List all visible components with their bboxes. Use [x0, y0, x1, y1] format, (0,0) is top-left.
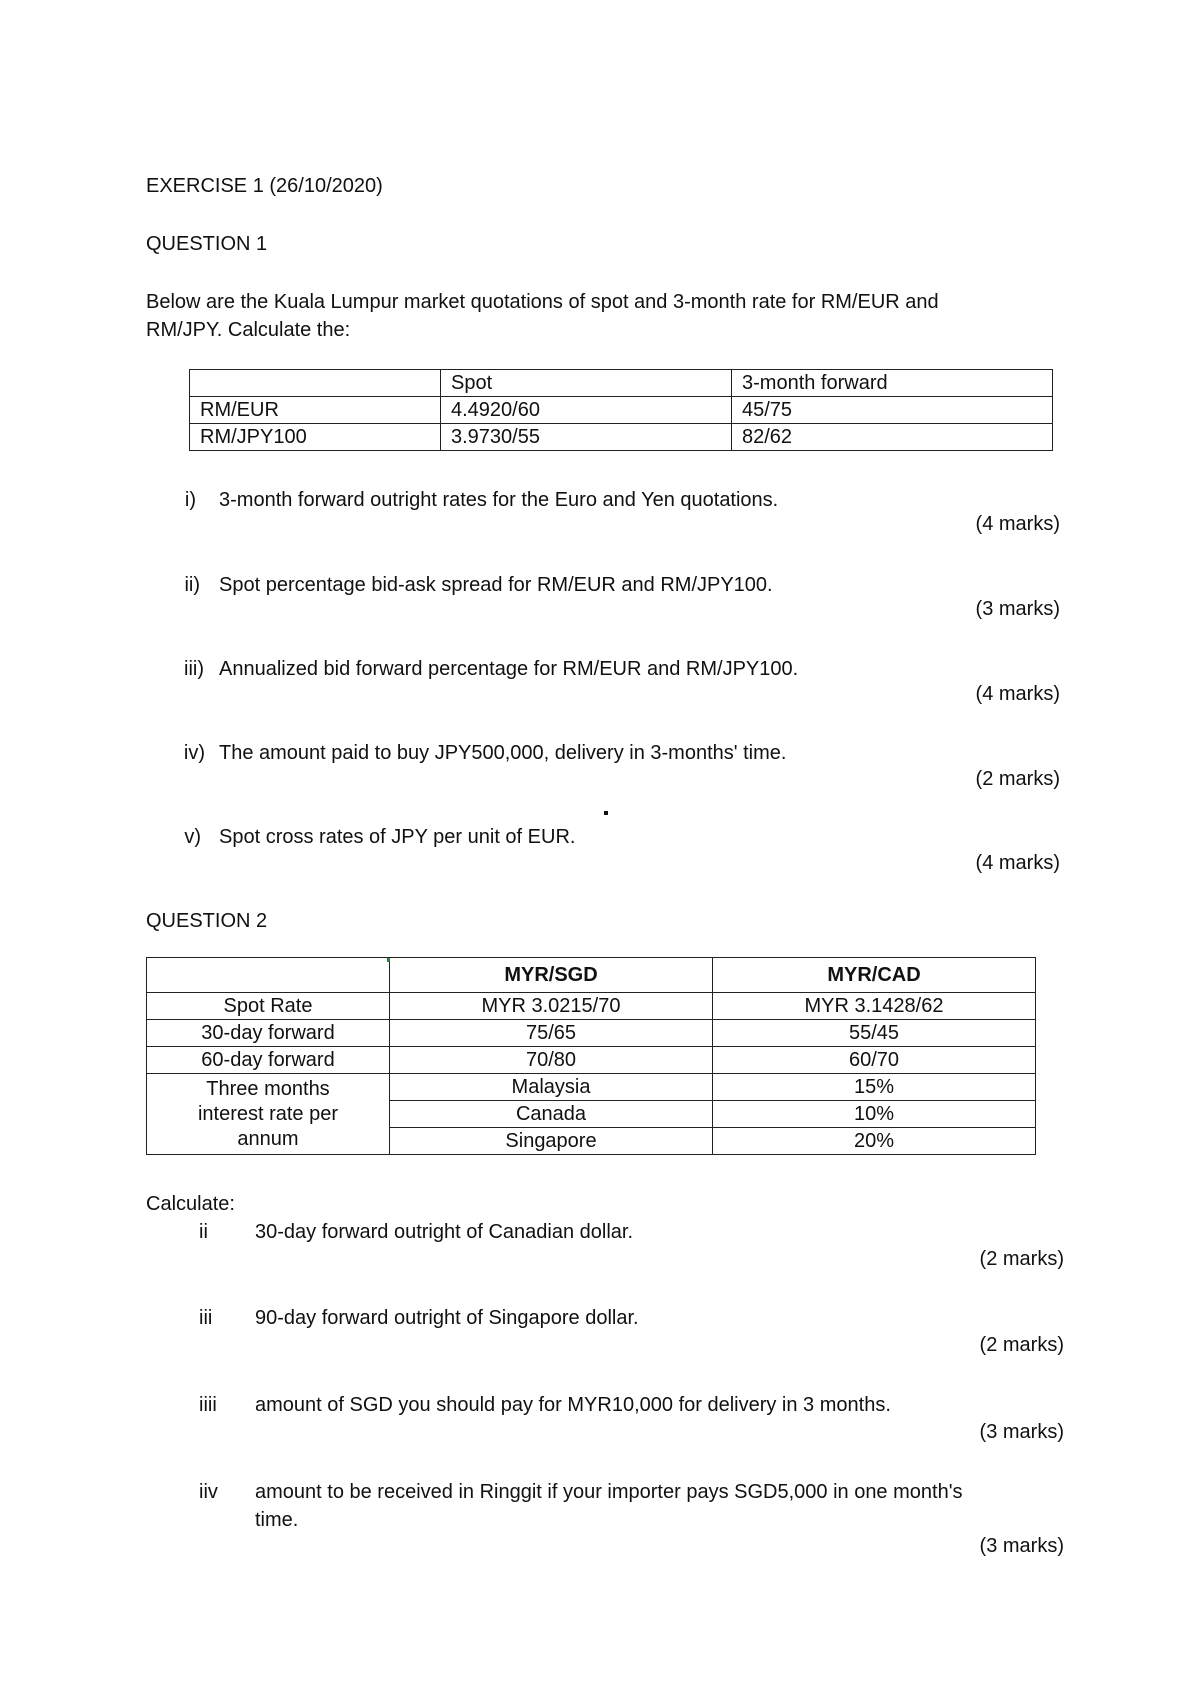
q1-item-marks: (3 marks) — [975, 598, 1060, 620]
table-row — [190, 397, 1053, 424]
question2-heading: QUESTION 2 — [146, 910, 268, 932]
interest-label-line: annum — [237, 1127, 299, 1150]
table-cell: 82/62 — [732, 424, 1053, 451]
stray-mark — [604, 811, 608, 815]
table-header-row — [147, 958, 1036, 993]
q2-item-text: amount to be received in Ringgit if your importer pays SGD5,000 in one month's — [255, 1481, 963, 1503]
table-cell: RM/JPY100 — [190, 424, 441, 451]
question1-intro-line2: RM/JPY. Calculate the: — [146, 319, 351, 341]
table-cell: RM/EUR — [190, 397, 441, 424]
table-cell: 15% — [713, 1074, 1036, 1101]
q1-item-text: 3-month forward outright rates for the Euro and Yen quotations. — [219, 489, 779, 511]
q1-item-marks: (2 marks) — [975, 768, 1060, 790]
q2-item-number: iii — [199, 1307, 213, 1329]
table-cell: 30-day forward — [147, 1020, 390, 1047]
q2-item-marks: (3 marks) — [979, 1421, 1064, 1443]
q1-item-number: iii) — [184, 658, 204, 680]
q2-item-text: 90-day forward outright of Singapore dollar. — [255, 1307, 639, 1329]
q2-item-marks: (3 marks) — [979, 1535, 1064, 1557]
table-header-cell: Spot — [441, 370, 732, 397]
interest-label-line: Three months — [206, 1077, 330, 1100]
table-cell: 20% — [713, 1128, 1036, 1155]
q1-item-marks: (4 marks) — [975, 852, 1060, 874]
q2-item-text: time. — [255, 1509, 299, 1531]
question2-table — [146, 957, 1036, 1155]
question1-heading: QUESTION 1 — [146, 233, 268, 255]
table-cell: Singapore — [390, 1128, 713, 1155]
table-header-cell: MYR/SGD — [390, 958, 713, 993]
table-cell: 10% — [713, 1101, 1036, 1128]
question1-table — [189, 369, 1053, 451]
q1-item-number: iv) — [183, 742, 205, 764]
table-cell: 60/70 — [713, 1047, 1036, 1074]
exercise-title: EXERCISE 1 (26/10/2020) — [146, 175, 383, 197]
table-cell: MYR 3.1428/62 — [713, 993, 1036, 1020]
q1-item-number: ii) — [184, 574, 200, 596]
table-cell — [190, 370, 441, 397]
q2-item-text: 30-day forward outright of Canadian dollar. — [255, 1221, 634, 1243]
q1-item-marks: (4 marks) — [975, 513, 1060, 535]
q2-item-text: amount of SGD you should pay for MYR10,000 for delivery in 3 months. — [255, 1394, 891, 1416]
table-row — [190, 424, 1053, 451]
q1-item-text: Spot percentage bid-ask spread for RM/EUR and RM/JPY100. — [219, 574, 773, 596]
q2-item-marks: (2 marks) — [979, 1334, 1064, 1356]
q1-item-text: The amount paid to buy JPY500,000, delivery in 3-months' time. — [219, 742, 787, 764]
table-cell: 3.9730/55 — [441, 424, 732, 451]
q2-item-number: iiv — [199, 1481, 218, 1503]
table-cell: 70/80 — [390, 1047, 713, 1074]
table-cell: Canada — [390, 1101, 713, 1128]
table-row — [147, 1047, 1036, 1074]
interest-rate-label — [147, 1074, 390, 1155]
table-header-cell: 3-month forward — [732, 370, 1053, 397]
table-cell: MYR 3.0215/70 — [390, 993, 713, 1020]
table-row — [147, 1074, 1036, 1101]
q1-item-number: i) — [184, 489, 196, 511]
q1-item-text: Spot cross rates of JPY per unit of EUR. — [219, 826, 576, 848]
cell-marker — [387, 958, 390, 962]
table-cell: Spot Rate — [147, 993, 390, 1020]
table-cell: 45/75 — [732, 397, 1053, 424]
table-cell: 75/65 — [390, 1020, 713, 1047]
table-cell — [147, 958, 390, 993]
q2-item-marks: (2 marks) — [979, 1248, 1064, 1270]
q2-item-number: ii — [199, 1221, 208, 1243]
q1-item-number: v) — [184, 826, 201, 848]
calculate-label: Calculate: — [146, 1193, 235, 1215]
q2-item-number: iiii — [199, 1394, 217, 1416]
q1-item-text: Annualized bid forward percentage for RM/EUR and RM/JPY100. — [219, 658, 799, 680]
table-cell: Malaysia — [390, 1074, 713, 1101]
question1-intro-line1: Below are the Kuala Lumpur market quotations of spot and 3-month rate for RM/EUR and — [146, 291, 939, 313]
table-cell: 60-day forward — [147, 1047, 390, 1074]
table-header-cell: MYR/CAD — [713, 958, 1036, 993]
table-cell: 4.4920/60 — [441, 397, 732, 424]
table-cell: 55/45 — [713, 1020, 1036, 1047]
q1-item-marks: (4 marks) — [975, 683, 1060, 705]
table-header-row — [190, 370, 1053, 397]
table-row — [147, 1020, 1036, 1047]
table-row — [147, 993, 1036, 1020]
interest-label-line: interest rate per — [197, 1102, 339, 1125]
